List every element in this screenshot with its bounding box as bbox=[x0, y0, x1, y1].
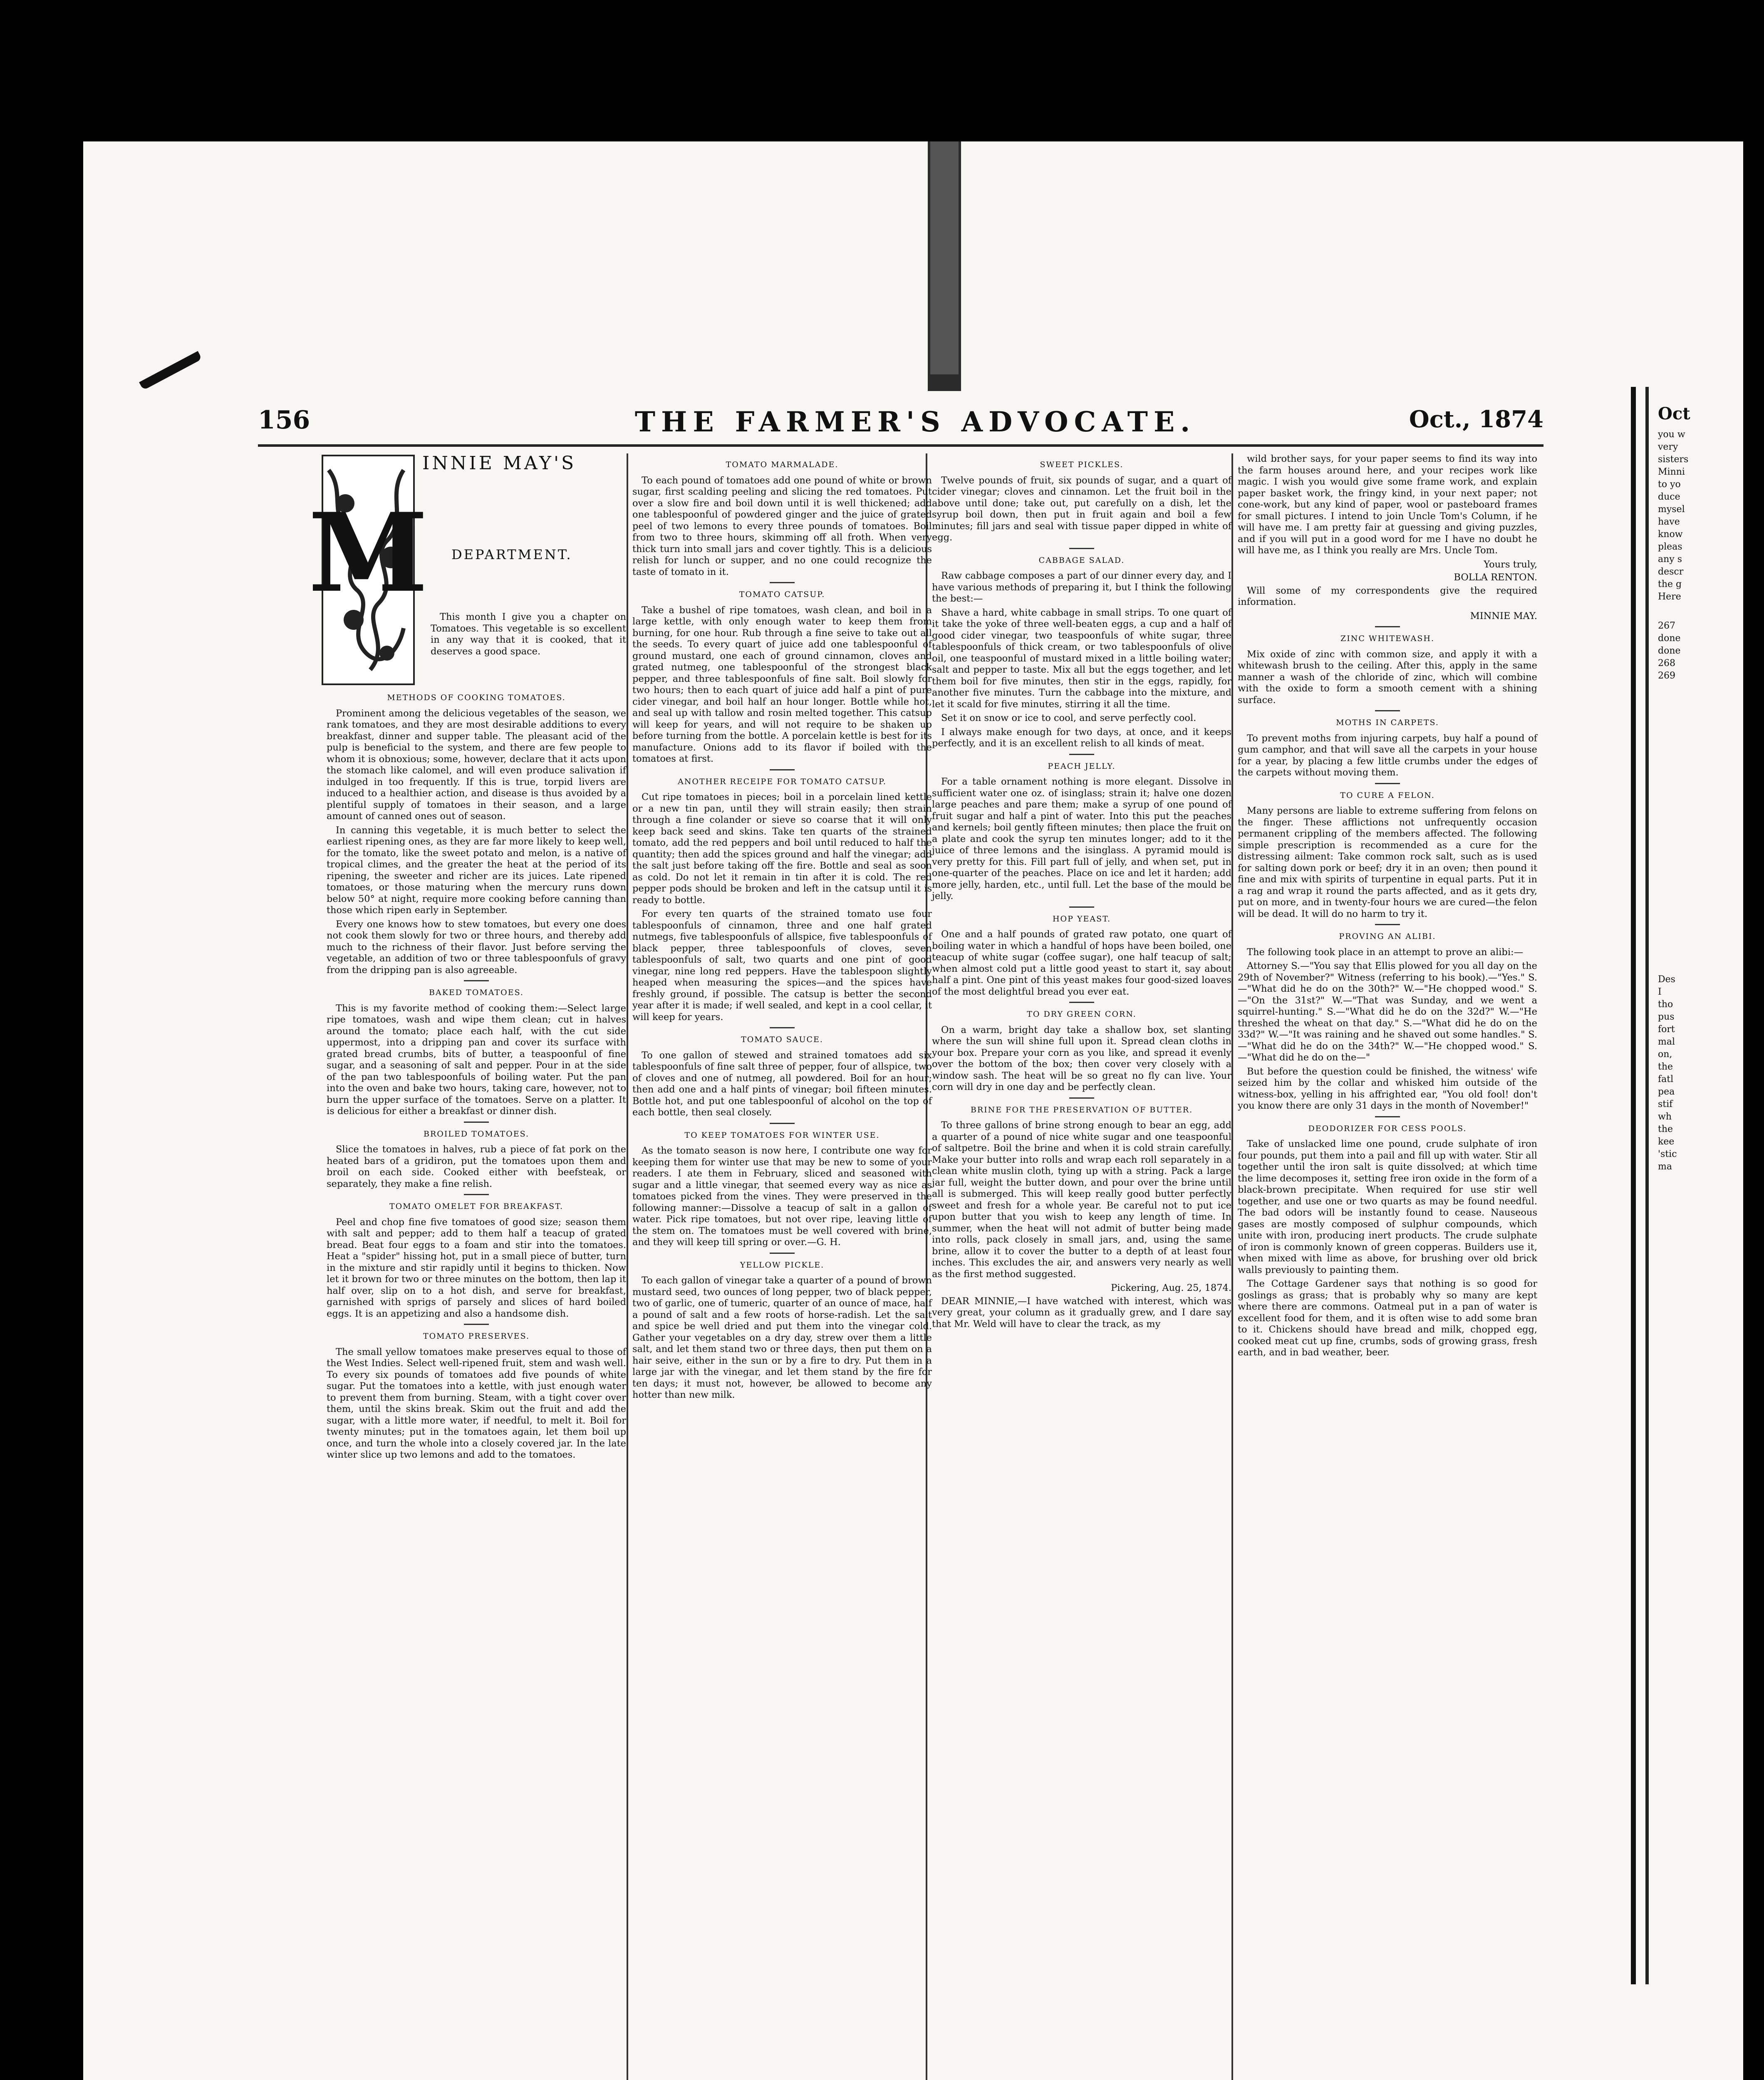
section-heading: METHODS OF COOKING TOMATOES. bbox=[387, 693, 566, 702]
section-divider bbox=[1375, 783, 1400, 784]
article-paragraph: But before the question could be finished, the witness' wife seized him by the collar and whisked him outside of the witness-box, yelling in his affrighted ear, "You old fool! don't you know there are only 31 days in the month of November!" bbox=[1238, 1066, 1537, 1111]
department-title: INNIE MAY'S bbox=[422, 453, 577, 474]
section-heading: YELLOW PICKLE. bbox=[740, 1260, 825, 1270]
adjacent-page-line: 268 bbox=[1658, 658, 1675, 669]
adjacent-page-line: you w bbox=[1658, 429, 1685, 440]
article-paragraph: As the tomato season is now here, I contribute one way for keeping them for winter use that may be new to some of your readers. I ate them in February, sliced and seasoned with sugar and a little vinegar, that seemed every way as nice as tomatoes picked from the vines. They were preserved in the following manner:—Dissolve a teacup of salt in a gallon of water. Pick ripe tomatoes, but not over ripe, leaving little of the stem on. The tomatoes must be well covered with brine, and they will keep till spring or over.—G. H. bbox=[632, 1145, 932, 1248]
adjacent-page-line: pus bbox=[1658, 1012, 1675, 1022]
article-paragraph: Peel and chop fine five tomatoes of good size; season them with salt and pepper; add to them half a teacup of grated bread. Beat four eggs to a foam and stir into the tomatoes. Heat a "spider" hissing hot, put in a small piece of butter, turn in the mixture and stir rapidly until it begins to thicken. Now let it brown for two or three minutes on the bottom, then lap it half over, slip on to a hot dish, and serve for breakfast, garnished with sprigs of parsely and slices of hard boiled eggs. It is an appetizing and also a handsome dish. bbox=[327, 1216, 626, 1319]
section-heading: TO KEEP TOMATOES FOR WINTER USE. bbox=[684, 1130, 880, 1140]
adjacent-page-line: have bbox=[1658, 517, 1680, 527]
article-paragraph: Take of unslacked lime one pound, crude sulphate of iron four pounds, put them into a pail and fill up with water. Stir all together until the iron salt is quite dissolved; at which time the lime decomposes it, setting free iron oxide in the form of a black-brown precipitate. When required for use stir well together, and use one or two quarts as may be found needful. The bad odors will be instantly found to cease. Nauseous gases are mostly composed of sulphur compounds, which unite with iron, producing inert products. The crude sulphate of iron is commonly known of green copperas. Builders use it, when mixed with lime as above, for brushing over old brick walls previously to painting them. bbox=[1238, 1139, 1537, 1275]
section-heading: ANOTHER RECEIPE FOR TOMATO CATSUP. bbox=[678, 777, 887, 786]
adjacent-page-line: 269 bbox=[1658, 671, 1675, 681]
section-divider bbox=[464, 1194, 489, 1195]
column-4 bbox=[1238, 453, 1537, 1361]
adjacent-page-line: mal bbox=[1658, 1037, 1675, 1047]
article-paragraph: This is my favorite method of cooking them:—Select large ripe tomatoes, wash and wipe them clean; cut in halves around the tomato; place each half, with the cut side uppermost, into a dripping pan and cover its surface with grated bread crumbs, bits of butter, a teaspoonful of fine sugar, and a seasoning of salt and pepper. Pour in at the side of the pan two tablespoonfuls of boiling water. Put the pan into the oven and bake two hours, taking care, however, not to burn the upper surface of the tomatoes. Serve on a platter. It is delicious for either a breakfast or dinner dish. bbox=[327, 1003, 626, 1117]
section-divider bbox=[1375, 626, 1400, 627]
article-paragraph: Attorney S.—"You say that Ellis plowed for you all day on the 29th of November?" Witness (referring to his book).—"Yes." S.—"What did he do on the 30th?" W.—"He chopped wood." S.—"On the 31st?" W.—"That was Sunday, and we went a squirrel-hunting." S.—"What did he do on the 32d?" W.—"He threshed the wheat on that day." S.—"What did he do on the 33d?" W.—"It was raining and he shaved out some handles." S.—"What did he do on the 34th?" W.—"He chopped wood." S.—"What did he do on the—" bbox=[1238, 961, 1537, 1063]
adjacent-page-fragment bbox=[1658, 404, 1745, 1988]
binder-clip-inner bbox=[930, 141, 959, 374]
section-heading: CABBAGE SALAD. bbox=[1038, 555, 1125, 565]
section-heading: TOMATO CATSUP. bbox=[739, 590, 825, 599]
adjacent-page-line: ma bbox=[1658, 1161, 1672, 1172]
page-header bbox=[258, 406, 1544, 443]
section-divider bbox=[464, 1122, 489, 1123]
adjacent-page-line: on, bbox=[1658, 1049, 1672, 1060]
article-paragraph: Twelve pounds of fruit, six pounds of sugar, and a quart of cider vinegar; cloves and cinnamon. Let the fruit boil in the above until done; take out, put carefully on a dish, let the syrup boil down, then put in fruit again and boil a few minutes; fill jars and seal with tissue paper dipped in white of egg. bbox=[932, 475, 1231, 543]
adjacent-page-line: Here bbox=[1658, 592, 1681, 602]
article-paragraph: Slice the tomatoes in halves, rub a piece of fat pork on the heated bars of a gridiron, put the tomatoes upon them and broil on each side. Cooked either with beefsteak, or separately, they make a fine relish. bbox=[327, 1144, 626, 1189]
section-heading: ZINC WHITEWASH. bbox=[1340, 634, 1434, 643]
section-heading: PROVING AN ALIBI. bbox=[1339, 932, 1436, 941]
article-paragraph: The small yellow tomatoes make preserves equal to those of the West Indies. Select well-ripened fruit, stem and wash well. To every six pounds of tomatoes add five pounds of white sugar. Put the tomatoes into a kettle, with just enough water to prevent them from burning. Steam, with a tight cover over them, until the skins break. Skim out the fruit and add the sugar, with a little more water, if needful, to melt it. Boil for twenty minutes; put in the tomatoes again, let them boil up once, and turn the whole into a closely covered jar. In the late winter slice up two lemons and add to the tomatoes. bbox=[327, 1346, 626, 1460]
department-subtitle: DEPARTMENT. bbox=[451, 547, 572, 562]
page-edge-shadow-2 bbox=[1645, 387, 1649, 1984]
article-paragraph: Every one knows how to stew tomatoes, but every one does not cook them slowly for two or three hours, and thereby add much to the richness of their flavor. Just before serving the vegetable, an addition of two or three tablespoonfuls of gravy from the dripping pan is also agreeable. bbox=[327, 919, 626, 976]
adjacent-page-line: 'stic bbox=[1658, 1149, 1677, 1159]
section-heading: BRINE FOR THE PRESERVATION OF BUTTER. bbox=[970, 1105, 1193, 1114]
adjacent-page-line: to yo bbox=[1658, 479, 1681, 490]
article-paragraph: Mix oxide of zinc with common size, and apply it with a whitewash brush to the ceiling. After this, apply in the same manner a wash of the chloride of zinc, which will combine with the oxide to form a smooth cement with a shining surface. bbox=[1238, 649, 1537, 706]
section-heading: TOMATO SAUCE. bbox=[741, 1035, 823, 1044]
section-divider bbox=[770, 769, 795, 770]
adjacent-page-line: any s bbox=[1658, 554, 1682, 565]
section-divider bbox=[464, 1324, 489, 1325]
signature-line: BOLLA RENTON. bbox=[1454, 572, 1537, 583]
article-paragraph: For a table ornament nothing is more elegant. Dissolve in sufficient water one oz. of isinglass; strain it; halve one dozen large peaches and pare them; make a syrup of one pound of fruit sugar and half a pint of water. Into this put the peaches and kernels; boil gently fifteen minutes; then place the fruit on a plate and cook the syrup ten minutes longer; add to it the juice of three lemons and the isinglass. A pyramid mould is very pretty for this. Fill part full of jelly, and when set, put in one-quarter of the peaches. Place on ice and let it harden; add more jelly, harden, etc., until full. Let the base of the mould be jelly. bbox=[932, 776, 1231, 901]
adjacent-page-line: duce bbox=[1658, 492, 1680, 502]
column-3 bbox=[932, 453, 1231, 1332]
column-rule bbox=[1231, 453, 1233, 2080]
adjacent-page-line: kee bbox=[1658, 1137, 1675, 1147]
section-heading: DEODORIZER FOR CESS POOLS. bbox=[1308, 1124, 1467, 1133]
column-rule bbox=[627, 453, 628, 2080]
section-heading: BAKED TOMATOES. bbox=[429, 988, 524, 997]
section-heading: HOP YEAST. bbox=[1052, 914, 1111, 924]
section-divider bbox=[1069, 1002, 1094, 1003]
section-divider bbox=[770, 1253, 795, 1254]
section-divider bbox=[1069, 906, 1094, 908]
section-divider bbox=[1375, 924, 1400, 925]
adjacent-page-line: the bbox=[1658, 1062, 1673, 1072]
column-1 bbox=[308, 453, 626, 1463]
signature-line: Yours truly, bbox=[1484, 559, 1537, 570]
article-paragraph: In canning this vegetable, it is much better to select the earliest ripening ones, as they are far more likely to keep well, for the tomato, like the sweet potato and melon, is a native of tropical climes, and the greater the heat at the period of its ripening, the sweeter and richer are its juices. Late ripened tomatoes, or those maturing when the mercury runs down below 50° at night, require more cooking before canning than those which ripen early in September. bbox=[327, 825, 626, 916]
article-paragraph: The Cottage Gardener says that nothing is so good for goslings as grass; that is probably why so many are kept where there are commons. Oatmeal put in a pan of water is excellent food for them, and it is often wise to add some bran to it. Chickens should have bread and milk, chopped egg, cooked meat cut up fine, crumbs, sods of growing grass, fresh earth, and in bad weather, beer. bbox=[1238, 1278, 1537, 1358]
article-paragraph: On a warm, bright day take a shallow box, set slanting where the sun will shine full upon it. Spread clean cloths in your box. Prepare your corn as you like, and spread it evenly over the bottom of the box; then cover very closely with a window sash. The heat will be so great no fly can live. Your corn will dry in one day and be perfectly clean. bbox=[932, 1024, 1231, 1092]
page-edge-shadow bbox=[1631, 387, 1636, 1984]
section-divider bbox=[1069, 548, 1094, 549]
department-intro: This month I give you a chapter on Tomatoes. This vegetable is so excellent in any way that it is cooked, that it deserves a good space. bbox=[431, 612, 626, 657]
article-paragraph: The following took place in an attempt to prove an alibi:— bbox=[1247, 946, 1524, 958]
header-rule bbox=[258, 444, 1544, 447]
adjacent-page-line: the g bbox=[1658, 579, 1682, 589]
section-divider bbox=[770, 1123, 795, 1124]
article-paragraph: Raw cabbage composes a part of our dinner every day, and I have various methods of preparing it, but I think the following the best:— bbox=[932, 570, 1231, 604]
section-heading: TOMATO PRESERVES. bbox=[423, 1332, 530, 1341]
article-paragraph: To prevent moths from injuring carpets, buy half a pound of gum camphor, and that will save all the carpets in your house for a year, by placing a few little crumbs under the edges of the carpets without moving them. bbox=[1238, 733, 1537, 778]
adjacent-page-line: know bbox=[1658, 529, 1683, 540]
adjacent-page-line: sisters bbox=[1658, 454, 1689, 465]
article-paragraph: Prominent among the delicious vegetables of the season, we rank tomatoes, and they are most desirable additions to every breakfast, dinner and supper table. The pleasant acid of the pulp is beneficial to the system, and there are few people to whom it is obnoxious; some, however, declare that it acts upon the stomach like calomel, and will even produce salivation if indulged in too frequently. If this is true, torpid livers are induced to a healthier action, and disease is thus avoided by a plentiful supply of tomatoes in their season, and a large amount of canned ones out of season. bbox=[327, 708, 626, 822]
section-divider bbox=[770, 1027, 795, 1028]
article-paragraph: Many persons are liable to extreme suffering from felons on the finger. These afflictions not unfrequently occasion permanent crippling of the members affected. The following simple prescription is recommended as a cure for the distressing ailment: Take common rock salt, such as is used for salting down pork or beef; dry it in an oven; then pound it fine and mix with spirits of turpentine in equal parts. Put it in a rag and wrap it round the parts affected, and as it gets dry, put on more, and in twenty-four hours we are cured—the felon will be dead. It will do no harm to try it. bbox=[1238, 805, 1537, 919]
adjacent-page-line: fatl bbox=[1658, 1074, 1674, 1085]
section-heading: SWEET PICKLES. bbox=[1040, 460, 1124, 469]
article-paragraph: Set it on snow or ice to cool, and serve perfectly cool. bbox=[941, 713, 1197, 723]
section-heading: TO CURE A FELON. bbox=[1340, 790, 1435, 800]
adjacent-page-line: 267 bbox=[1658, 621, 1675, 631]
adjacent-page-line: done bbox=[1658, 646, 1681, 656]
signature-line: MINNIE MAY. bbox=[1470, 610, 1537, 622]
adjacent-page-line: mysel bbox=[1658, 504, 1685, 515]
adjacent-page-header: Oct bbox=[1658, 404, 1690, 423]
department-heading bbox=[308, 453, 626, 686]
article-paragraph: One and a half pounds of grated raw potato, one quart of boiling water in which a handful of hops have been boiled, one teacup of white sugar (coffee sugar), one half teacup of salt; when almost cold put a little good yeast to start it, say about half a pint. One pint of this yeast makes four good-sized loaves of the most delightful bread you ever eat. bbox=[932, 929, 1231, 997]
adjacent-page-line: done bbox=[1658, 633, 1681, 644]
article-paragraph: Take a bushel of ripe tomatoes, wash clean, and boil in a large kettle, with only enough water to keep them from burning, for one hour. Rub through a fine seive to take out all the seeds. To every quart of juice add one tablespoonful of ground mustard, one each of ground cinnamon, cloves and grated nutmeg, one tablespoonful of the strongest black pepper, and three tablespoonfuls of fine salt. Boil slowly for two hours; then to each quart of juice add half a pint of pure cider vinegar, and boil half an hour longer. Bottle while hot, and seal up with tallow and rosin melted together. This catsup will keep for years, and will not require to be shaken up before turning from the bottle. A porcelain kettle is best for its manufacture. Onions add to its flavor if boiled with the tomatoes at first. bbox=[632, 604, 932, 764]
section-heading: TOMATO OMELET FOR BREAKFAST. bbox=[389, 1202, 564, 1211]
section-divider bbox=[1375, 710, 1400, 711]
adjacent-page-line: Des bbox=[1658, 974, 1675, 985]
article-paragraph: For every ten quarts of the strained tomato use four tablespoonfuls of cinnamon, three and one half grated nutmegs, five tablespoonfuls of allspice, five tablespoonfuls of black pepper, three tablespoonfuls of cloves, seven tablespoonfuls of salt, two quarts and one pint of good vinegar, nine long red peppers. Have the tablespoon slightly heaped when measuring the spices—and the spices have freshly ground, if possible. The catsup is better the second year after it is made; if well sealed, and kept in a cool cellar, it will keep for years. bbox=[632, 909, 932, 1023]
adjacent-page-line: stif bbox=[1658, 1099, 1673, 1109]
article-paragraph: Shave a hard, white cabbage in small strips. To one quart of it take the yoke of three well-beaten eggs, a cup and a half of good cider vinegar, two teaspoonfuls of white sugar, three tablespoonfuls of thick cream, or two tablespoonfuls of olive oil, one teaspoonful of mustard mixed in a little boiling water; salt and pepper to taste. Mix all but the eggs together, and let them boil for five minutes, then stir in the eggs, rapidly, for another five minutes. Turn the cabbage into the mixture, and let it scald for five minutes, stirring it all the time. bbox=[932, 607, 1231, 710]
section-divider bbox=[1375, 1116, 1400, 1117]
section-heading: TO DRY GREEN CORN. bbox=[1027, 1010, 1137, 1019]
ornamental-initial-m-icon bbox=[308, 453, 428, 686]
article-paragraph: Cut ripe tomatoes in pieces; boil in a porcelain lined kettle or a new tin pan, until they will strain easily; then strain through a fine colander or sieve so coarse that it will only keep back seed and skins. Take ten quarts of the strained tomato, add the red peppers and boil until reduced to half the quantity; then add the spices ground and half the vinegar; add the salt just before taking off the fire. Bottle and seal as soon as cold. Do not let it remain in tin after it is cold. The red pepper pods should be broken and left in the catsup until it is ready to bottle. bbox=[632, 792, 932, 906]
section-divider bbox=[770, 582, 795, 583]
article-paragraph: I always make enough for two days, at once, and it keeps perfectly, and it is an excellent relish to all kinds of meat. bbox=[932, 726, 1231, 749]
column-2 bbox=[632, 453, 932, 1404]
article-paragraph: To each pound of tomatoes add one pound of white or brown sugar, first scalding peeling and slicing the red tomatoes. Put over a slow fire and boil down until it is well thickened; add one tablespoonful of powdered ginger and the juice of grated peel of two lemons to every three pounds of tomatoes. Boil from two to three hours, skimming off all froth. When very thick turn into small jars and cover tightly. This is a delicious relish for lunch or supper, and no one could recognize the taste of tomato in it. bbox=[632, 475, 932, 577]
issue-date: Oct., 1874 bbox=[1409, 406, 1544, 433]
section-divider bbox=[1069, 1097, 1094, 1099]
adjacent-page-line: the bbox=[1658, 1124, 1673, 1134]
section-heading: BROILED TOMATOES. bbox=[424, 1129, 529, 1139]
signature-line: Pickering, Aug. 25, 1874. bbox=[1111, 1283, 1231, 1293]
section-heading: PEACH JELLY. bbox=[1048, 761, 1116, 771]
page-number: 156 bbox=[258, 406, 310, 435]
adjacent-page-line: very bbox=[1658, 442, 1678, 452]
svg-text:M: M bbox=[308, 490, 428, 617]
adjacent-page-line: wh bbox=[1658, 1112, 1672, 1122]
adjacent-page-line: tho bbox=[1658, 999, 1673, 1010]
adjacent-page-line: pleas bbox=[1658, 542, 1682, 552]
section-divider bbox=[464, 980, 489, 981]
article-paragraph: wild brother says, for your paper seems to find its way into the farm houses around here, and your recipes work like magic. I wish you would give some frame work, and explain paper basket work, the fringy kind, in your next paper; not cone-work, but any kind of paper, wool or pasteboard frames for small pictures. I intend to join Uncle Tom's Column, if he will have me. I am pretty fair at guessing and giving puzzles, and if you will put in a good word for me I have no doubt he will have me, as I think you really are Mrs. Uncle Tom. bbox=[1238, 453, 1537, 556]
adjacent-page-line: Minni bbox=[1658, 467, 1685, 477]
section-heading: MOTHS IN CARPETS. bbox=[1336, 718, 1439, 727]
article-paragraph: To three gallons of brine strong enough to bear an egg, add a quarter of a pound of nice white sugar and one teaspoonful of saltpetre. Boil the brine and when it is cold strain carefully. Make your butter into rolls and wrap each roll separately in a clean white muslin cloth, tying up with a string. Pack a large jar full, weight the butter down, and pour over the brine until all is submerged. This will keep really good butter perfectly sweet and fresh for a whole year. Be careful not to put ice upon butter that you wish to keep any length of time. In summer, when the heat will not admit of butter being made into rolls, pack closely in small jars, and, using the same brine, allow it to cover the butter to a depth of at least four inches. This excludes the air, and answers very nearly as well as the first method suggested. bbox=[932, 1120, 1231, 1280]
section-heading: TOMATO MARMALADE. bbox=[726, 460, 839, 469]
article-paragraph: To each gallon of vinegar take a quarter of a pound of brown mustard seed, two ounces of long pepper, two of black pepper, two of garlic, one of tumeric, quarter of an ounce of mace, half a pound of salt and a few roots of horse-radish. Let the salt and spice be well dried and put them into the vinegar cold. Gather your vegetables on a dry day, strew over them a little salt, and let them stand two or three days, then put them on a hair seive, either in the sun or by a fire to dry. Put them in a large jar with the vinegar, and let them stand by the fire for ten days; it must not, however, be allowed to become any hotter than new milk. bbox=[632, 1275, 932, 1400]
article-paragraph: To one gallon of stewed and strained tomatoes add six tablespoonfuls of fine salt three of pepper, four of allspice, two of cloves and one of nutmeg, all powdered. Boil for an hour; then add one and a half pints of vinegar; boil fifteen minutes. Bottle hot, and put one tablespoonful of alcohol on the top of each bottle, then seal closely. bbox=[632, 1050, 932, 1118]
adjacent-page-line: I bbox=[1658, 987, 1662, 997]
adjacent-page-line: pea bbox=[1658, 1087, 1675, 1097]
article-paragraph: DEAR MINNIE,—I have watched with interest, which was very great, your column as it gradually grew, and I dare say that Mr. Weld will have to clear the track, as my bbox=[932, 1295, 1231, 1330]
article-paragraph: Will some of my correspondents give the required information. bbox=[1238, 585, 1537, 607]
section-divider bbox=[1069, 754, 1094, 755]
masthead: THE FARMER'S ADVOCATE. bbox=[634, 406, 1196, 438]
adjacent-page-line: descr bbox=[1658, 567, 1684, 577]
adjacent-page-line: fort bbox=[1658, 1024, 1675, 1035]
